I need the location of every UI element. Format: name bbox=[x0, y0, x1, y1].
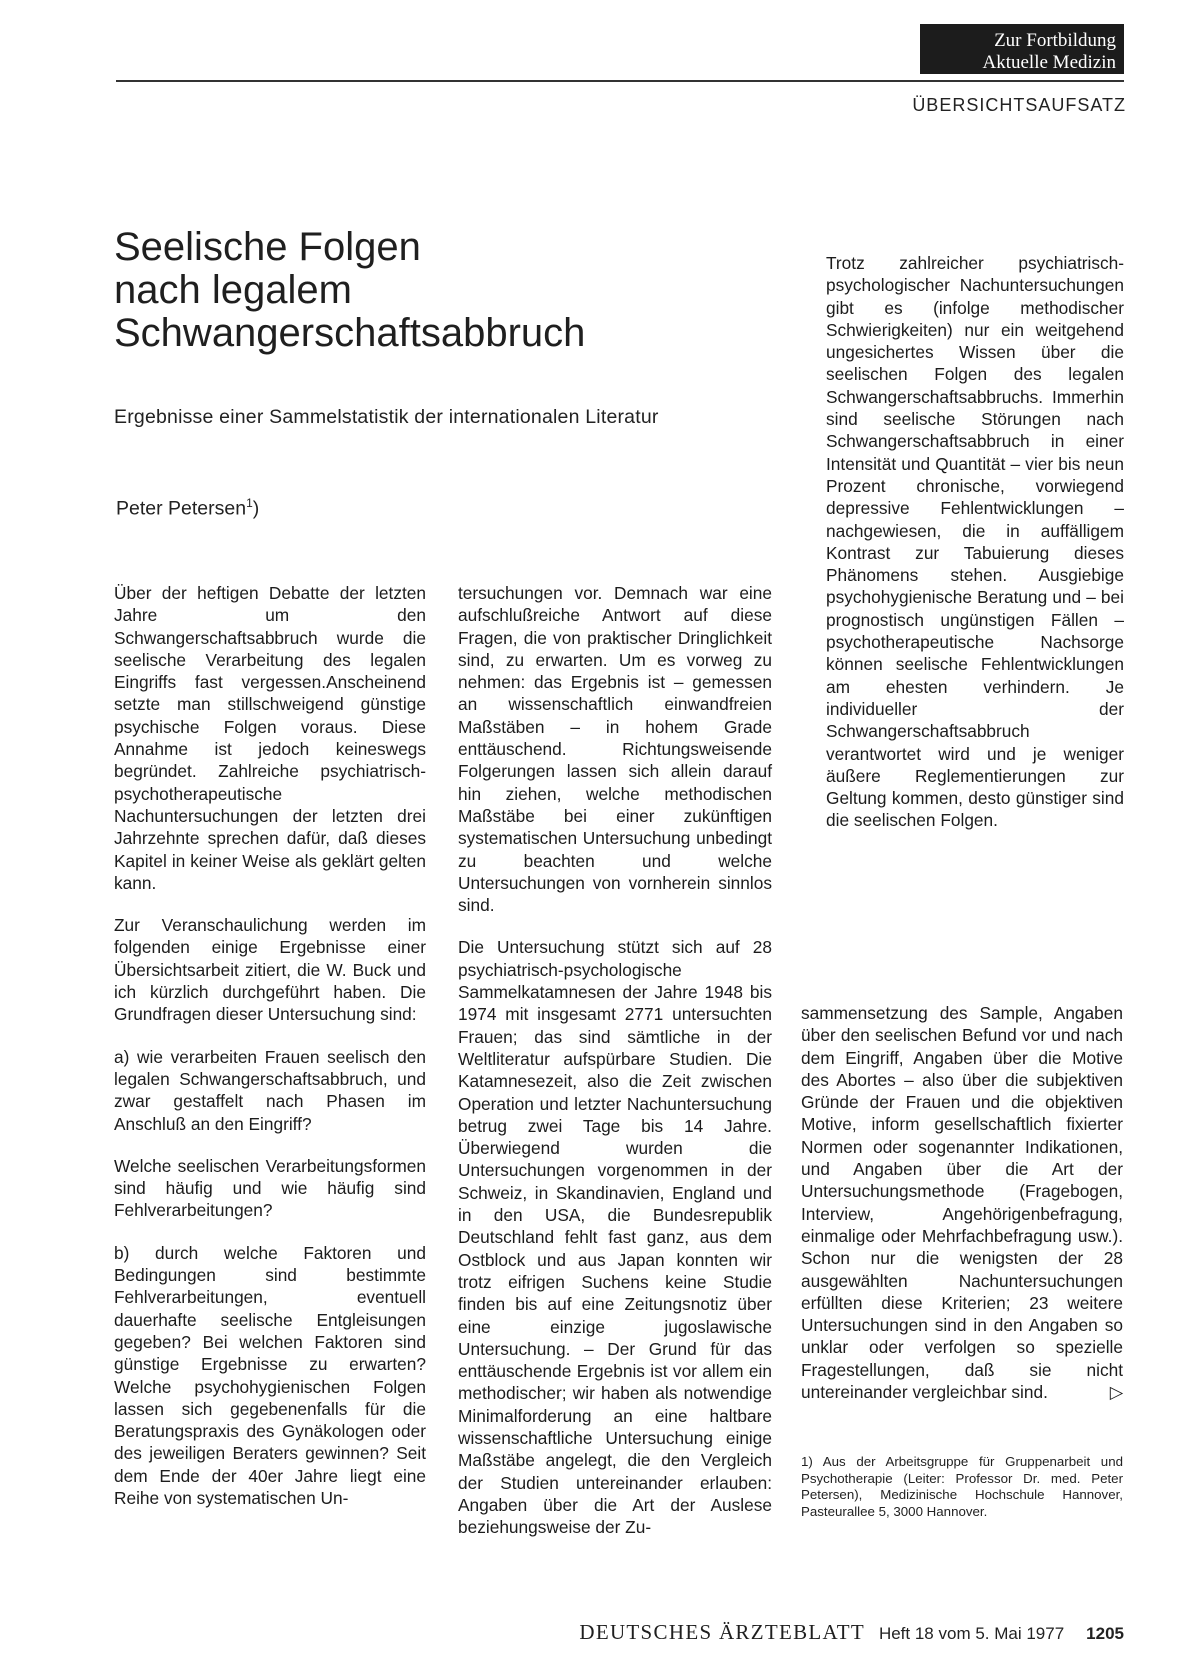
paragraph: Welche seelischen Verarbeitungsformen sind häufig und wie häufig sind Fehlverarbeitungen? bbox=[114, 1155, 426, 1221]
footnote: 1) Aus der Arbeitsgruppe für Gruppenarbeit und Psychotherapie (Leiter: Professor Dr. med. Peter Petersen), Medizinische Hochschule Hannover, Pasteurallee 5, 3000 Hannover. bbox=[801, 1454, 1123, 1519]
paragraph: Zur Veranschaulichung werden im folgenden einige Ergebnisse einer Übersichtsarbeit zitiert, die W. Buck und ich kürzlich durchgeführt haben. Die Grundfragen dieser Untersuchung sind: bbox=[114, 915, 426, 1025]
paragraph-text: sammensetzung des Sample, Angaben über den seelischen Befund vor und nach dem Eingriff, Angaben über die Motive des Abortes – also über die subjektiven Gründe der Frauen und die objektiven Motive, inform gesellschaftlich fixierter Normen oder sogenannter Indikationen, und Angaben über die Art der Untersuchungsmethode (Fragebogen, Interview, Angehörigenbefragung, einmalige oder Mehrfachbefragung usw.). Schon nur die wenigsten der 28 ausgewählten Nachuntersuchungen erfüllten diese Kriterien; 23 weitere Untersuchungen sind in den Angaben so unklar oder verfolgen so spezielle Fragestellungen, daß sie nicht untereinander vergleichbar sind. bbox=[801, 1003, 1123, 1403]
author-name: Peter Petersen bbox=[116, 497, 247, 520]
title-line-3: Schwangerschaftsabbruch bbox=[114, 311, 586, 355]
column-left bbox=[114, 582, 426, 1509]
author-footnote-mark: 1 bbox=[246, 496, 253, 510]
paragraph: b) durch welche Faktoren und Bedingungen sind bestimmte Fehlverarbeitungen, eventuell dauerhafte seelische Entgleisungen gegeben? Bei welchen Faktoren sind günstige Ergebnisse zu erwarten? Welche psychohygienischen Folgen lassen sich gegebenenfalls für die Beratungspraxis des Gynäkologen oder des jeweiligen Beraters gewinnen? Seit dem Ende der 40er Jahre liegt eine Reihe von systematischen Un- bbox=[114, 1242, 426, 1508]
paragraph: Die Untersuchung stützt sich auf 28 psychiatrisch-psychologische Sammelkatamnesen der Jahre 1948 bis 1974 mit insgesamt 2771 untersuchten Frauen; das sind sämtliche in der Weltliteratur aufspürbare Studien. Die Katamnesezeit, also die Zeit zwischen Operation und letzter Nachuntersuchung betrug zwei Tage bis 14 Jahre. Überwiegend wurden die Untersuchungen vorgenommen in der Schweiz, in Skandinavien, England und in den USA, die Bundesrepublik Deutschland fehlt fast ganz, aus dem Ostblock und aus Japan konnten wir trotz eifrigen Suchens keine Studie finden bis auf eine Zeitungsnotiz über eine einzige jugoslawische Untersuchung. – Der Grund für das enttäuschende Ergebnis ist vor allem ein methodischer; wir haben als notwendige Minimalforderung an eine haltbare wissenschaftliche Untersuchung einige Maßstäbe angelegt, die den Vergleich der Studien untereinander erlauben: Angaben über die Art der Auslese beziehungsweise der Zu- bbox=[458, 937, 772, 1538]
abstract-column bbox=[826, 252, 1124, 832]
issue-info: Heft 18 vom 5. Mai 1977 bbox=[878, 1624, 1065, 1643]
paragraph: a) wie verarbeiten Frauen seelisch den legalen Schwangerschaftsabbruch, und zwar gestaffelt nach Phasen im Anschluß an den Eingriff? bbox=[114, 1046, 426, 1134]
journal-name: DEUTSCHES ÄRZTEBLATT bbox=[579, 1620, 865, 1644]
abstract-paragraph: Trotz zahlreicher psychiatrisch-psychologischer Nachuntersuchungen gibt es (infolge methodischer Schwierigkeiten) nur ein weitgehend ungesichertes Wissen über die seelischen Folgen des legalen Schwangerschaftsabbruchs. Immerhin sind seelische Störungen nach Schwangerschaftsabbruch in einer Intensität und Quantität – vier bis neun Prozent chronische, vorwiegend depressive Fehlentwicklungen – nachgewiesen, die in auffälligem Kontrast zur Tabuierung dieses Phänomens stehen. Ausgiebige psychohygienische Beratung und – bei prognostisch ungünstigen Fällen – psychotherapeutische Nachsorge können seelische Fehlentwicklungen am ehesten verhindern. Je individueller der Schwangerschaftsabbruch verantwortet wird und je weniger äußere Reglementierungen zur Geltung kommen, desto günstiger sind die seelischen Folgen. bbox=[826, 253, 1124, 831]
paragraph: tersuchungen vor. Demnach war eine aufschlußreiche Antwort auf diese Fragen, die von praktischer Dringlichkeit sind, zu erwarten. Um es vorweg zu nehmen: das Ergebnis ist – gemessen an wissenschaftlich einwandfreien Maßstäben – in hohem Grade enttäuschend. Richtungsweisende Folgerungen lassen sich allein darauf hin ziehen, welche methodischen Maßstäbe bei einer zukünftigen systematischen Untersuchung unbedingt zu beachten und welche Untersuchungen von vornherein sinnlos sind. bbox=[458, 583, 772, 916]
paragraph bbox=[801, 1002, 1123, 1403]
page-footer bbox=[504, 1620, 1124, 1645]
column-right bbox=[801, 1002, 1123, 1403]
paragraph: Über der heftigen Debatte der letzten Jahre um den Schwangerschaftsabbruch wurde die seelische Verarbeitung des legalen Eingriffs fast vergessen.Anscheinend setzte man stillschweigend günstige psychische Folgen voraus. Diese Annahme ist jedoch keineswegs begründet. Zahlreiche psychiatrisch-psychotherapeutische Nachuntersuchungen der letzten drei Jahrzehnte sprechen dafür, daß dieses Kapitel in keiner Weise als geklärt gelten kann. bbox=[114, 583, 426, 893]
section-label: ÜBERSICHTSAUFSATZ bbox=[912, 95, 1126, 115]
author-footnote-suffix: ) bbox=[252, 497, 260, 520]
section-badge bbox=[920, 24, 1124, 74]
title-line-2: nach legalem bbox=[114, 268, 352, 312]
column-middle bbox=[458, 582, 772, 1538]
author-line bbox=[116, 496, 259, 521]
badge-line-2: Aktuelle Medizin bbox=[982, 52, 1116, 73]
continue-arrow-icon: ▷ bbox=[1109, 1382, 1123, 1403]
page-number: 1205 bbox=[1086, 1624, 1124, 1643]
header-rule bbox=[116, 80, 1124, 82]
title-line-1: Seelische Folgen bbox=[114, 225, 421, 269]
article-title bbox=[114, 226, 674, 355]
article-subtitle: Ergebnisse einer Sammelstatistik der internationalen Literatur bbox=[114, 406, 659, 428]
badge-line-1: Zur Fortbildung bbox=[994, 30, 1116, 51]
